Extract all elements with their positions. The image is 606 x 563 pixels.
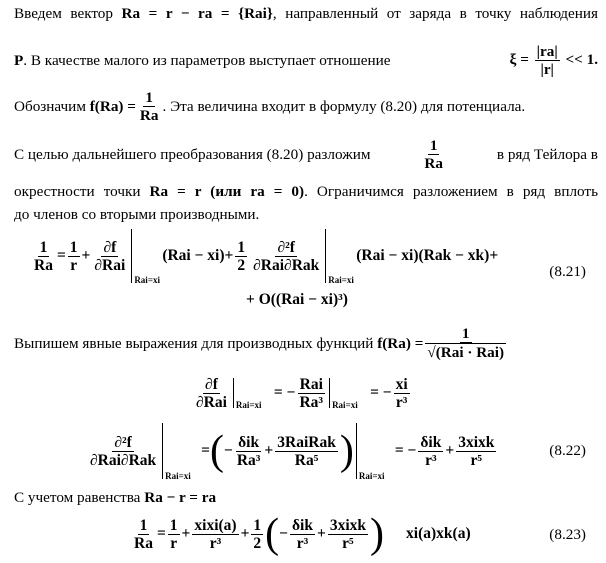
text-limit-expansion: . Ограничимся разложением в ряд вплоть bbox=[304, 183, 599, 200]
paragraph-line-5 bbox=[14, 182, 598, 201]
sd-den: ∂Rai∂Rak bbox=[90, 451, 157, 469]
sd-result-delta bbox=[418, 434, 443, 469]
eq821-lhs-den: Ra bbox=[34, 256, 53, 274]
eq823-b-num: 3xixk bbox=[329, 516, 367, 534]
eq823-a-den: r³ bbox=[296, 534, 309, 552]
taylor-fraction bbox=[422, 137, 445, 172]
equation-8-21-line-2: + O((Rai − xi)³) bbox=[246, 291, 348, 308]
sd-result-product bbox=[456, 434, 496, 469]
expansion-point: Ra = r (или ra = 0) bbox=[149, 183, 305, 200]
sd-derivative bbox=[88, 434, 158, 469]
eq821-d1-den: ∂Rai bbox=[94, 256, 126, 274]
sd-num: ∂²f bbox=[114, 433, 132, 451]
inverse-sqrt-fraction bbox=[425, 325, 506, 361]
paragraph-line-3 bbox=[14, 86, 598, 126]
equation-first-derivative: $\frac{\partial f}{\text{∂Rai}}$ Rai=xi = − $\frac{\text{Rai}}{\text{Ra³}}$ Rai=xi = − $\frac{xi}{\text{r³}}$ bbox=[196, 375, 408, 411]
eq823-t2-den: r³ bbox=[209, 534, 222, 552]
point-p: P bbox=[14, 51, 24, 69]
eq821-t1 bbox=[68, 239, 80, 274]
fd-derivative bbox=[194, 376, 229, 411]
fd-result bbox=[394, 376, 410, 411]
eq823-half-den: 2 bbox=[253, 534, 262, 552]
equation-number-8-22: (8.22) bbox=[549, 442, 586, 459]
eq821-d1-num: ∂f bbox=[103, 238, 117, 256]
sd-delta-term bbox=[235, 434, 263, 469]
function-f-def: f(Ra) = bbox=[89, 97, 136, 115]
fd-mid-num: Rai bbox=[299, 375, 323, 393]
eq821-first-derivative bbox=[92, 239, 127, 274]
paragraph-line-7 bbox=[14, 320, 598, 366]
equation-8-21-line-1: $\frac{1}{Ra}$ = $\frac{1}{r}$ + $\frac{\partial f}{\text{∂Rai}}$ Rai=xi (Rai − xi) + $\frac{1}{2}$ $\frac{\text{∂²f}}{\text{∂Rai∂Rak}}$ Rai=xi (Rai − xi)(Rak − xk)+ bbox=[30, 228, 498, 284]
eq823-lhs-num: 1 bbox=[139, 516, 148, 534]
eq823-lhs bbox=[132, 517, 155, 552]
text-second-derivatives: до членов со вторыми производными. bbox=[14, 206, 260, 223]
eq823-t1 bbox=[168, 517, 180, 552]
paragraph-line-2 bbox=[14, 40, 598, 80]
paragraph-line-1 bbox=[14, 4, 598, 23]
sd-c-den: r³ bbox=[425, 451, 437, 469]
eq821-second-derivative bbox=[251, 239, 321, 274]
eq821-lhs bbox=[32, 239, 55, 274]
eq823-t2-num: xixi(a) bbox=[194, 516, 237, 534]
paragraph-line-6 bbox=[14, 205, 598, 224]
eq821-t1-num: 1 bbox=[69, 238, 78, 256]
eq821-t3: (Rai − xi)(Rak − xk)+ bbox=[356, 247, 499, 264]
ratio-numerator: |ra| bbox=[536, 42, 558, 60]
function-f-explicit: f(Ra) = bbox=[377, 334, 424, 352]
fd-res-den: r³ bbox=[395, 393, 408, 411]
equation-8-22: $\frac{\text{∂²f}}{\text{∂Rai∂Rak}}$ Rai=xi = ( − $\frac{\text{δik}}{\text{Ra³}}$ + $\frac{\text{3RaiRak}}{\text{Ra⁵}}$ ) Rai=xi = − $\frac{\text{δik}}{\text{r³}}$ + $\frac{\text{3xixk}}{\text{r⁵}}$ bbox=[86, 422, 498, 480]
text-transform-purpose: С целью дальнейшего преобразования (8.20) разложим bbox=[14, 145, 371, 163]
text-small-parameter: . В качестве малого из параметров выступает отношение bbox=[23, 51, 391, 69]
eq823-t1-num: 1 bbox=[169, 516, 178, 534]
sd-eval1: Rai=xi bbox=[165, 471, 191, 481]
inverse-sqrt-denominator: √(Rai · Rai) bbox=[427, 344, 505, 361]
eq821-d2-den: ∂Rai∂Rak bbox=[253, 256, 320, 274]
eq821-half-num: 1 bbox=[237, 238, 246, 256]
text-with-equality: С учетом равенства bbox=[14, 489, 141, 506]
text-taylor-series: в ряд Тейлора в bbox=[496, 145, 598, 163]
text-explicit-derivatives: Выпишем явные выражения для производных функций bbox=[14, 334, 374, 352]
sd-a-num: δik bbox=[238, 433, 260, 451]
eq823-lhs-den: Ra bbox=[134, 534, 153, 552]
sd-e-num: 3xixk bbox=[458, 433, 495, 451]
vector-definition: Ra = r − ra = {Rai} bbox=[121, 5, 273, 22]
eq821-d2-num: ∂²f bbox=[277, 238, 295, 256]
paragraph-line-8 bbox=[14, 488, 598, 507]
eq823-t1-den: r bbox=[170, 534, 178, 552]
equation-number-8-21: (8.21) bbox=[549, 263, 586, 280]
eq823-b-den: r⁵ bbox=[342, 534, 354, 552]
sd-c-num: δik bbox=[420, 433, 442, 451]
text-vector-direction: , направленный от заряда в точку наблюдения bbox=[272, 5, 598, 22]
fd-mid-den: Ra³ bbox=[299, 393, 324, 411]
inverse-ra-fraction bbox=[138, 89, 161, 124]
taylor-denominator: Ra bbox=[424, 154, 443, 172]
eq823-product bbox=[328, 517, 368, 552]
text-intro-vector: Введем вектор bbox=[14, 5, 113, 22]
sd-eval2: Rai=xi bbox=[358, 471, 385, 481]
fd-res-num: xi bbox=[395, 375, 408, 393]
fd-den: ∂Rai bbox=[196, 393, 227, 411]
fd-eval1: Rai=xi bbox=[235, 400, 262, 410]
inverse-sqrt-numerator: 1 bbox=[461, 325, 470, 342]
text-denote: Обозначим bbox=[14, 97, 86, 115]
eq821-half bbox=[235, 239, 247, 274]
eq823-t2 bbox=[192, 517, 238, 552]
equality-ra: Ra − r = ra bbox=[144, 489, 217, 506]
eq821-eval1: Rai=xi bbox=[134, 275, 160, 285]
text-neighborhood: окрестности точки bbox=[14, 183, 141, 200]
fd-middle bbox=[297, 376, 325, 411]
paragraph-line-4 bbox=[14, 134, 598, 174]
eq823-a-num: δik bbox=[292, 516, 313, 534]
fd-num: ∂f bbox=[205, 375, 218, 393]
text-potential-formula: . Эта величина входит в формулу (8.20) для потенциала. bbox=[162, 97, 526, 115]
eq821-eval2: Rai=xi bbox=[328, 275, 354, 285]
inverse-ra-denominator: Ra bbox=[139, 106, 159, 124]
eq821-half-den: 2 bbox=[237, 256, 246, 274]
equation-number-8-23: (8.23) bbox=[549, 526, 586, 543]
eq821-t2: (Rai − xi) bbox=[162, 247, 225, 264]
sd-b-den: Ra⁵ bbox=[294, 451, 319, 469]
xi-symbol: ξ = bbox=[509, 50, 529, 68]
ratio-denominator: |r| bbox=[540, 60, 554, 78]
eq823-delta bbox=[290, 517, 315, 552]
sd-b-num: 3RaiRak bbox=[277, 433, 336, 451]
eq823-tail: xi(a)xk(a) bbox=[406, 525, 471, 542]
sd-a-den: Ra³ bbox=[236, 451, 261, 469]
sd-e-den: r⁵ bbox=[470, 451, 483, 469]
sd-product-term bbox=[275, 434, 338, 469]
eq821-lhs-num: 1 bbox=[39, 238, 48, 256]
eq821-t1-den: r bbox=[70, 256, 78, 274]
much-less-one: << 1. bbox=[565, 50, 598, 68]
inverse-ra-numerator: 1 bbox=[145, 88, 153, 106]
equation-8-23: $\frac{1}{Ra}$ = $\frac{1}{r}$ + $\frac{\text{xixi(a)}}{\text{r³}}$ + $\frac{1}{2}$ ( − $\frac{\text{δik}}{\text{r³}}$ + $\frac{\text{3xixk}}{\text{r⁵}}$ ) xi(a)xk(a) bbox=[134, 511, 471, 557]
eq823-half bbox=[251, 517, 263, 552]
fd-eval2: Rai=xi bbox=[332, 400, 358, 410]
eq823-half-num: 1 bbox=[253, 516, 262, 534]
ratio-fraction bbox=[535, 43, 560, 78]
taylor-numerator: 1 bbox=[429, 136, 438, 154]
